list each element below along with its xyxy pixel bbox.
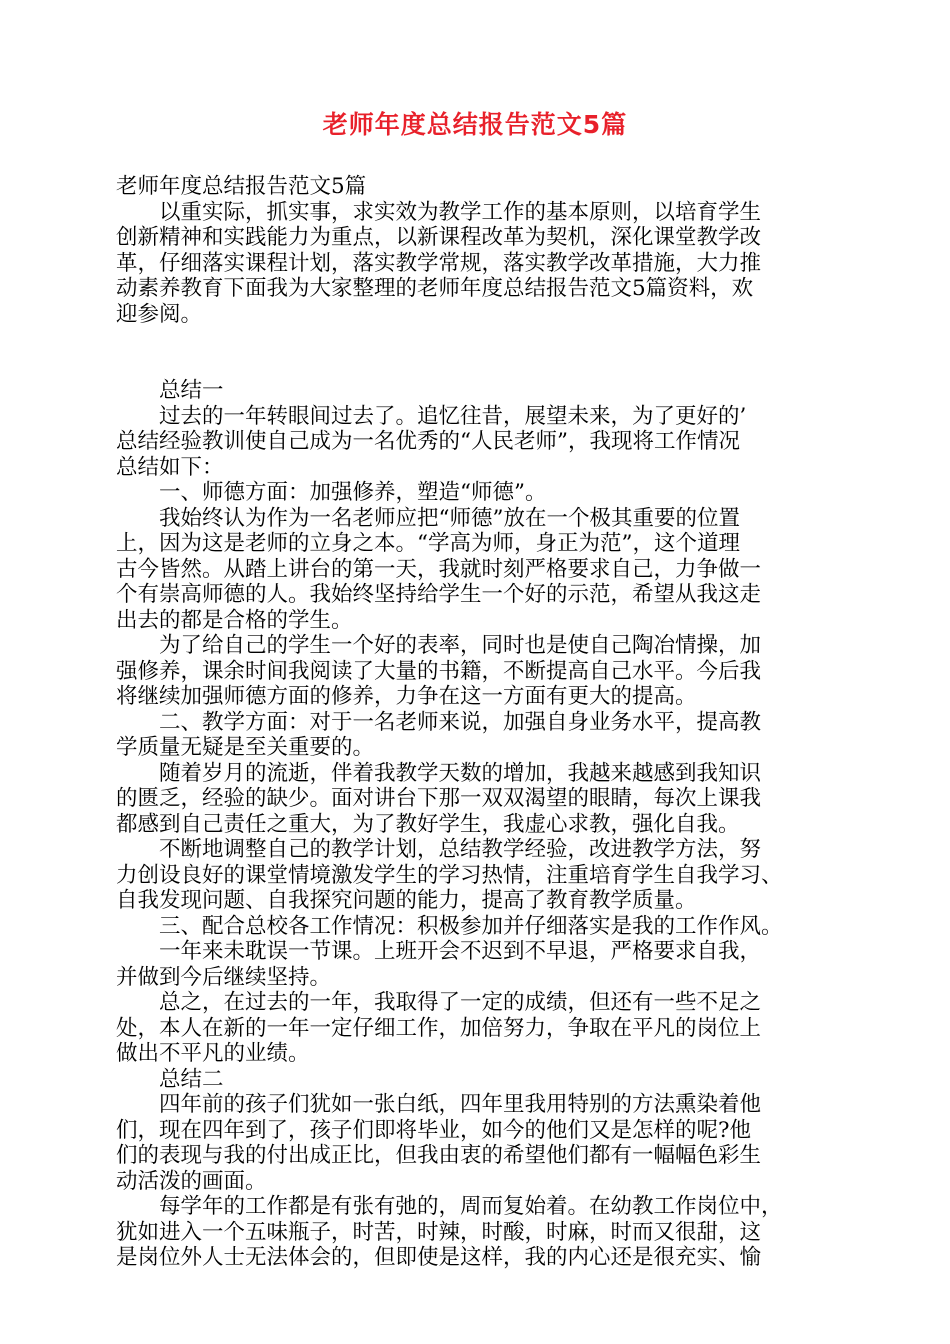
intro-line: 以重实际，抓实事，求实效为教学工作的基本原则，以培育学生	[159, 199, 762, 225]
section1-line: 力创设良好的课堂情境激发学生的学习热情，注重培育学生自我学习、	[116, 862, 783, 888]
section2-line: 们的表现与我的付出成正比，但我由衷的希望他们都有一幅幅色彩生	[116, 1143, 762, 1168]
section-heading-1: 总结一	[159, 378, 224, 403]
section1-line: 为了给自己的学生一个好的表率，同时也是使自己陶冶情操，加	[159, 633, 762, 658]
section1-line: 出去的都是合格的学生。	[116, 607, 353, 633]
section2-line: 动活泼的画面。	[116, 1168, 267, 1194]
section1-line: 不断地调整自己的教学计划，总结教学经验，改进教学方法，努	[159, 837, 762, 862]
section1-line: 个有崇高师德的人。我始终坚持给学生一个好的示范，希望从我这走	[116, 582, 762, 607]
document-subtitle: 老师年度总结报告范文5篇	[116, 174, 367, 199]
section1-line: 学质量无疑是至关重要的。	[116, 735, 375, 760]
section1-line: 总结经验教训使自己成为一名优秀的“人民老师”，我现将工作情况	[116, 429, 740, 454]
intro-line: 迎参阅。	[116, 301, 203, 327]
section1-line: 上，因为这是老师的立身之本。“学高为师，身正为范”，这个道理	[116, 531, 740, 556]
section1-line: 总结如下：	[116, 454, 224, 480]
section2-line: 犹如进入一个五味瓶子，时苦，时辣，时酸，时麻，时而又很甜，这	[116, 1219, 762, 1245]
section1-line: 一年来未耽误一节课。上班开会不迟到不早退，严格要求自我，	[159, 939, 762, 964]
intro-line: 革，仔细落实课程计划，落实教学常规，落实教学改革措施，大力推	[116, 250, 762, 276]
section-heading-2: 总结二	[159, 1066, 224, 1092]
section2-line: 每学年的工作都是有张有弛的，周而复始着。在幼教工作岗位中，	[159, 1194, 783, 1219]
section1-line: 将继续加强师德方面的修养，力争在这一方面有更大的提高。	[116, 684, 697, 709]
paragraph-gap	[116, 327, 838, 378]
intro-line: 创新精神和实践能力为重点，以新课程改革为契机，深化课堂教学改	[116, 225, 762, 250]
section1-line: 二、教学方面：对于一名老师来说，加强自身业务水平，提高教	[159, 709, 762, 735]
section1-line: 都感到自己责任之重大，为了教好学生，我虚心求教，强化自我。	[116, 811, 740, 837]
section1-line: 的匮乏，经验的缺少。面对讲台下那一双双渴望的眼睛，每次上课我	[116, 786, 762, 811]
section1-line: 古今皆然。从踏上讲台的第一天，我就时刻严格要求自己，力争做一	[116, 556, 762, 582]
section2-line: 四年前的孩子们犹如一张白纸，四年里我用特别的方法熏染着他	[159, 1092, 762, 1117]
section1-line: 随着岁月的流逝，伴着我教学天数的增加，我越来越感到我知识	[159, 760, 762, 786]
section1-line: 总之，在过去的一年，我取得了一定的成绩，但还有一些不足之	[159, 990, 762, 1015]
section1-line: 过去的一年转眼间过去了。追忆往昔，展望未来，为了更好的’	[159, 403, 747, 429]
section1-line: 做出不平凡的业绩。	[116, 1041, 310, 1066]
section1-line: 一、师德方面：加强修养，塑造“师德”。	[159, 480, 547, 505]
document-title: 老师年度总结报告范文5篇	[322, 110, 628, 139]
section1-line: 三、配合总校各工作情况：积极参加并仔细落实是我的工作作风。	[159, 913, 783, 939]
section2-line: 们，现在四年到了，孩子们即将毕业，如今的他们又是怎样的呢?他	[116, 1117, 752, 1143]
section1-line: 并做到今后继续坚持。	[116, 964, 332, 990]
section1-line: 我始终认为作为一名老师应把“师德”放在一个极其重要的位置	[159, 505, 740, 531]
section2-line: 是岗位外人士无法体会的，但即使是这样，我的内心还是很充实、愉	[116, 1245, 762, 1270]
section1-line: 自我发现问题、自我探究问题的能力，提高了教育教学质量。	[116, 888, 697, 913]
section1-line: 处，本人在新的一年一定仔细工作，加倍努力，争取在平凡的岗位上	[116, 1015, 762, 1041]
intro-line: 动素养教育下面我为大家整理的老师年度总结报告范文5篇资料，欢	[116, 276, 754, 301]
section1-line: 强修养，课余时间我阅读了大量的书籍，不断提高自己水平。今后我	[116, 658, 762, 684]
document-body	[116, 174, 838, 1271]
